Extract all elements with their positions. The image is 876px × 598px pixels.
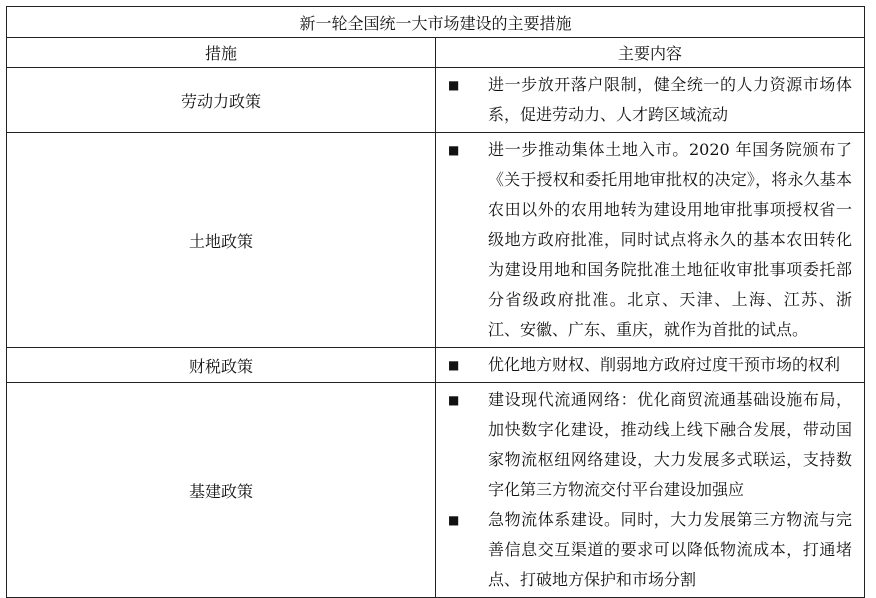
list-item: [448, 135, 852, 345]
table-row: [7, 383, 865, 598]
measures-table-container: [6, 6, 865, 598]
content-cell: [436, 383, 865, 598]
item-text: 优化地方财权、削弱地方政府过度干预市场的权利: [488, 355, 841, 374]
header-measure: 措施: [7, 38, 436, 68]
header-row: [7, 38, 865, 68]
bullet-square-icon: ■: [448, 78, 460, 92]
table-row: [7, 68, 865, 133]
list-item: [448, 505, 852, 595]
content-cell: [436, 133, 865, 348]
table-row: [7, 348, 865, 383]
bullet-square-icon: ■: [448, 513, 460, 527]
content-cell: [436, 68, 865, 133]
table-title: 新一轮全国统一大市场建设的主要措施: [7, 7, 865, 38]
bullet-square-icon: ■: [448, 393, 460, 407]
item-text: 进一步放开落户限制，健全统一的人力资源市场体系，促进劳动力、人才跨区域流动: [488, 75, 852, 124]
list-item: [448, 350, 852, 380]
item-text: 进一步推动集体土地入市。2020 年国务院颁布了《关于授权和委托用地审批权的决定》，将永久基本农田以外的农用地转为建设用地审批事项授权省一级地方政府批准，同时试点将永久的基本农田转化为建设用地和国务院批准土地征收审批事项委托部分省级政府批准。北京、天津、上海、江苏、浙江、安徽、广东、重庆，就作为首批的试点。: [488, 140, 852, 339]
measure-cell: 财税政策: [7, 348, 436, 383]
header-content: 主要内容: [436, 38, 865, 68]
item-text: 建设现代流通网络：优化商贸流通基础设施布局，加快数字化建设，推动线上线下融合发展，带动国家物流枢纽网络建设，大力发展多式联运，支持数字化第三方物流交付平台建设加强应: [488, 390, 852, 499]
title-row: [7, 7, 865, 38]
measure-cell: 劳动力政策: [7, 68, 436, 133]
content-cell: [436, 348, 865, 383]
bullet-square-icon: ■: [448, 358, 460, 372]
bullet-square-icon: ■: [448, 143, 460, 157]
measures-table: [6, 6, 865, 598]
list-item: [448, 70, 852, 130]
measure-cell: 土地政策: [7, 133, 436, 348]
item-text: 急物流体系建设。同时，大力发展第三方物流与完善信息交互渠道的要求可以降低物流成本，打通堵点、打破地方保护和市场分割: [488, 510, 852, 589]
measure-cell: 基建政策: [7, 383, 436, 598]
table-row: [7, 133, 865, 348]
list-item: [448, 385, 852, 505]
